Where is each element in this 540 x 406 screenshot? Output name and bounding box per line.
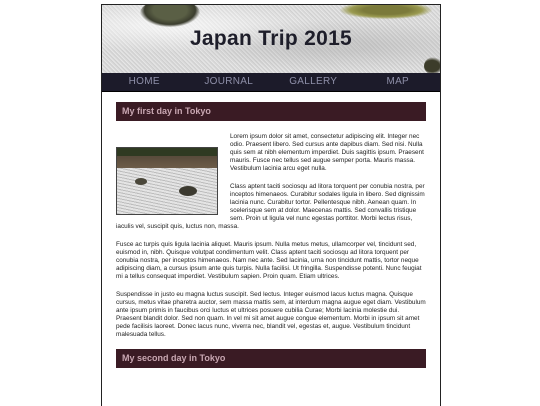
site-title: Japan Trip 2015 [189,27,353,50]
main-nav [102,73,440,92]
banner-rock-small [424,57,440,73]
journal-content [102,92,440,368]
nav-item-map[interactable]: MAP [386,76,410,87]
paragraph: Fusce ac turpis quis ligula lacinia aliquet. Mauris ipsum. Nulla metus metus, ullamcorper vel, tincidunt sed, euismod in, nibh. Quisque volutpat condimentum velit. Class aptent taciti sociosqu ad litora torquent per conubia nostra, per inceptos himenaeos. Nam nec ante. Sed lacinia, urna non tincidunt mattis, tortor neque adipiscing diam, a cursus ipsum ante quis turpis. Nulla facilisi. Ut fringilla. Suspendisse potenti. Nunc feugiat mi a tellus consequat imperdiet. Vestibulum sapien. Proin quam. Etiam ultrices. [116,241,422,280]
nav-item-home[interactable]: HOME [128,76,160,87]
paragraph: Class aptent taciti sociosqu ad litora torquent per conubia nostra, per inceptos himenaeos. Curabitur sodales ligula in libero. Sed dignissim lacinia nunc. Curabitur tortor. Pellentesque nibh. Aenean quam. In scelerisque sem at dolor. Maecenas mattis. Sed convallis tristique sem. Proin ut ligula vel nunc egestas porttitor. Morbi lectus risus, iaculis vel, suscipit quis, luctus non, massa. [116,183,425,230]
section-heading-day2: My second day in Tokyo [116,349,426,368]
photo-stone [179,186,197,196]
rock-garden-photo [116,147,218,215]
nav-item-journal[interactable]: JOURNAL [204,76,254,87]
banner-moss-rock [340,5,432,19]
paragraph: Lorem ipsum dolor sit amet, consectetur adipiscing elit. Integer nec odio. Praesent libero. Sed cursus ante dapibus diam. Sed nisi. Nulla quis sem at nibh elementum imperdiet. Duis sagittis ipsum. Praesent mauris. Fusce nec tellus sed augue semper porta. Mauris massa. Vestibulum lacinia arcu eget nulla. [230,133,424,172]
photo-trees [117,148,217,156]
banner-rock [140,5,200,27]
header-banner [102,5,440,73]
nav-item-gallery[interactable]: GALLERY [289,76,338,87]
paragraph: Suspendisse in justo eu magna luctus suscipit. Sed lectus. Integer euismod lacus luctus magna. Quisque cursus, metus vitae pharetra auctor, sem massa mattis sem, at interdum magna augue eget diam. Vestibulum ante ipsum primis in faucibus orci luctus et ultrices posuere cubilia Curae; Morbi lacinia molestie dui. Praesent blandit dolor. Sed non quam. In vel mi sit amet augue congue elementum. Morbi in ipsum sit amet pede facilisis laoreet. Donec lacus nunc, viverra nec, blandit vel, egestas et, augue. Vestibulum tincidunt malesuada tellus. [116,291,426,338]
page-container [101,4,441,406]
section-heading-day1: My first day in Tokyo [116,102,426,121]
photo-stone [135,178,147,185]
